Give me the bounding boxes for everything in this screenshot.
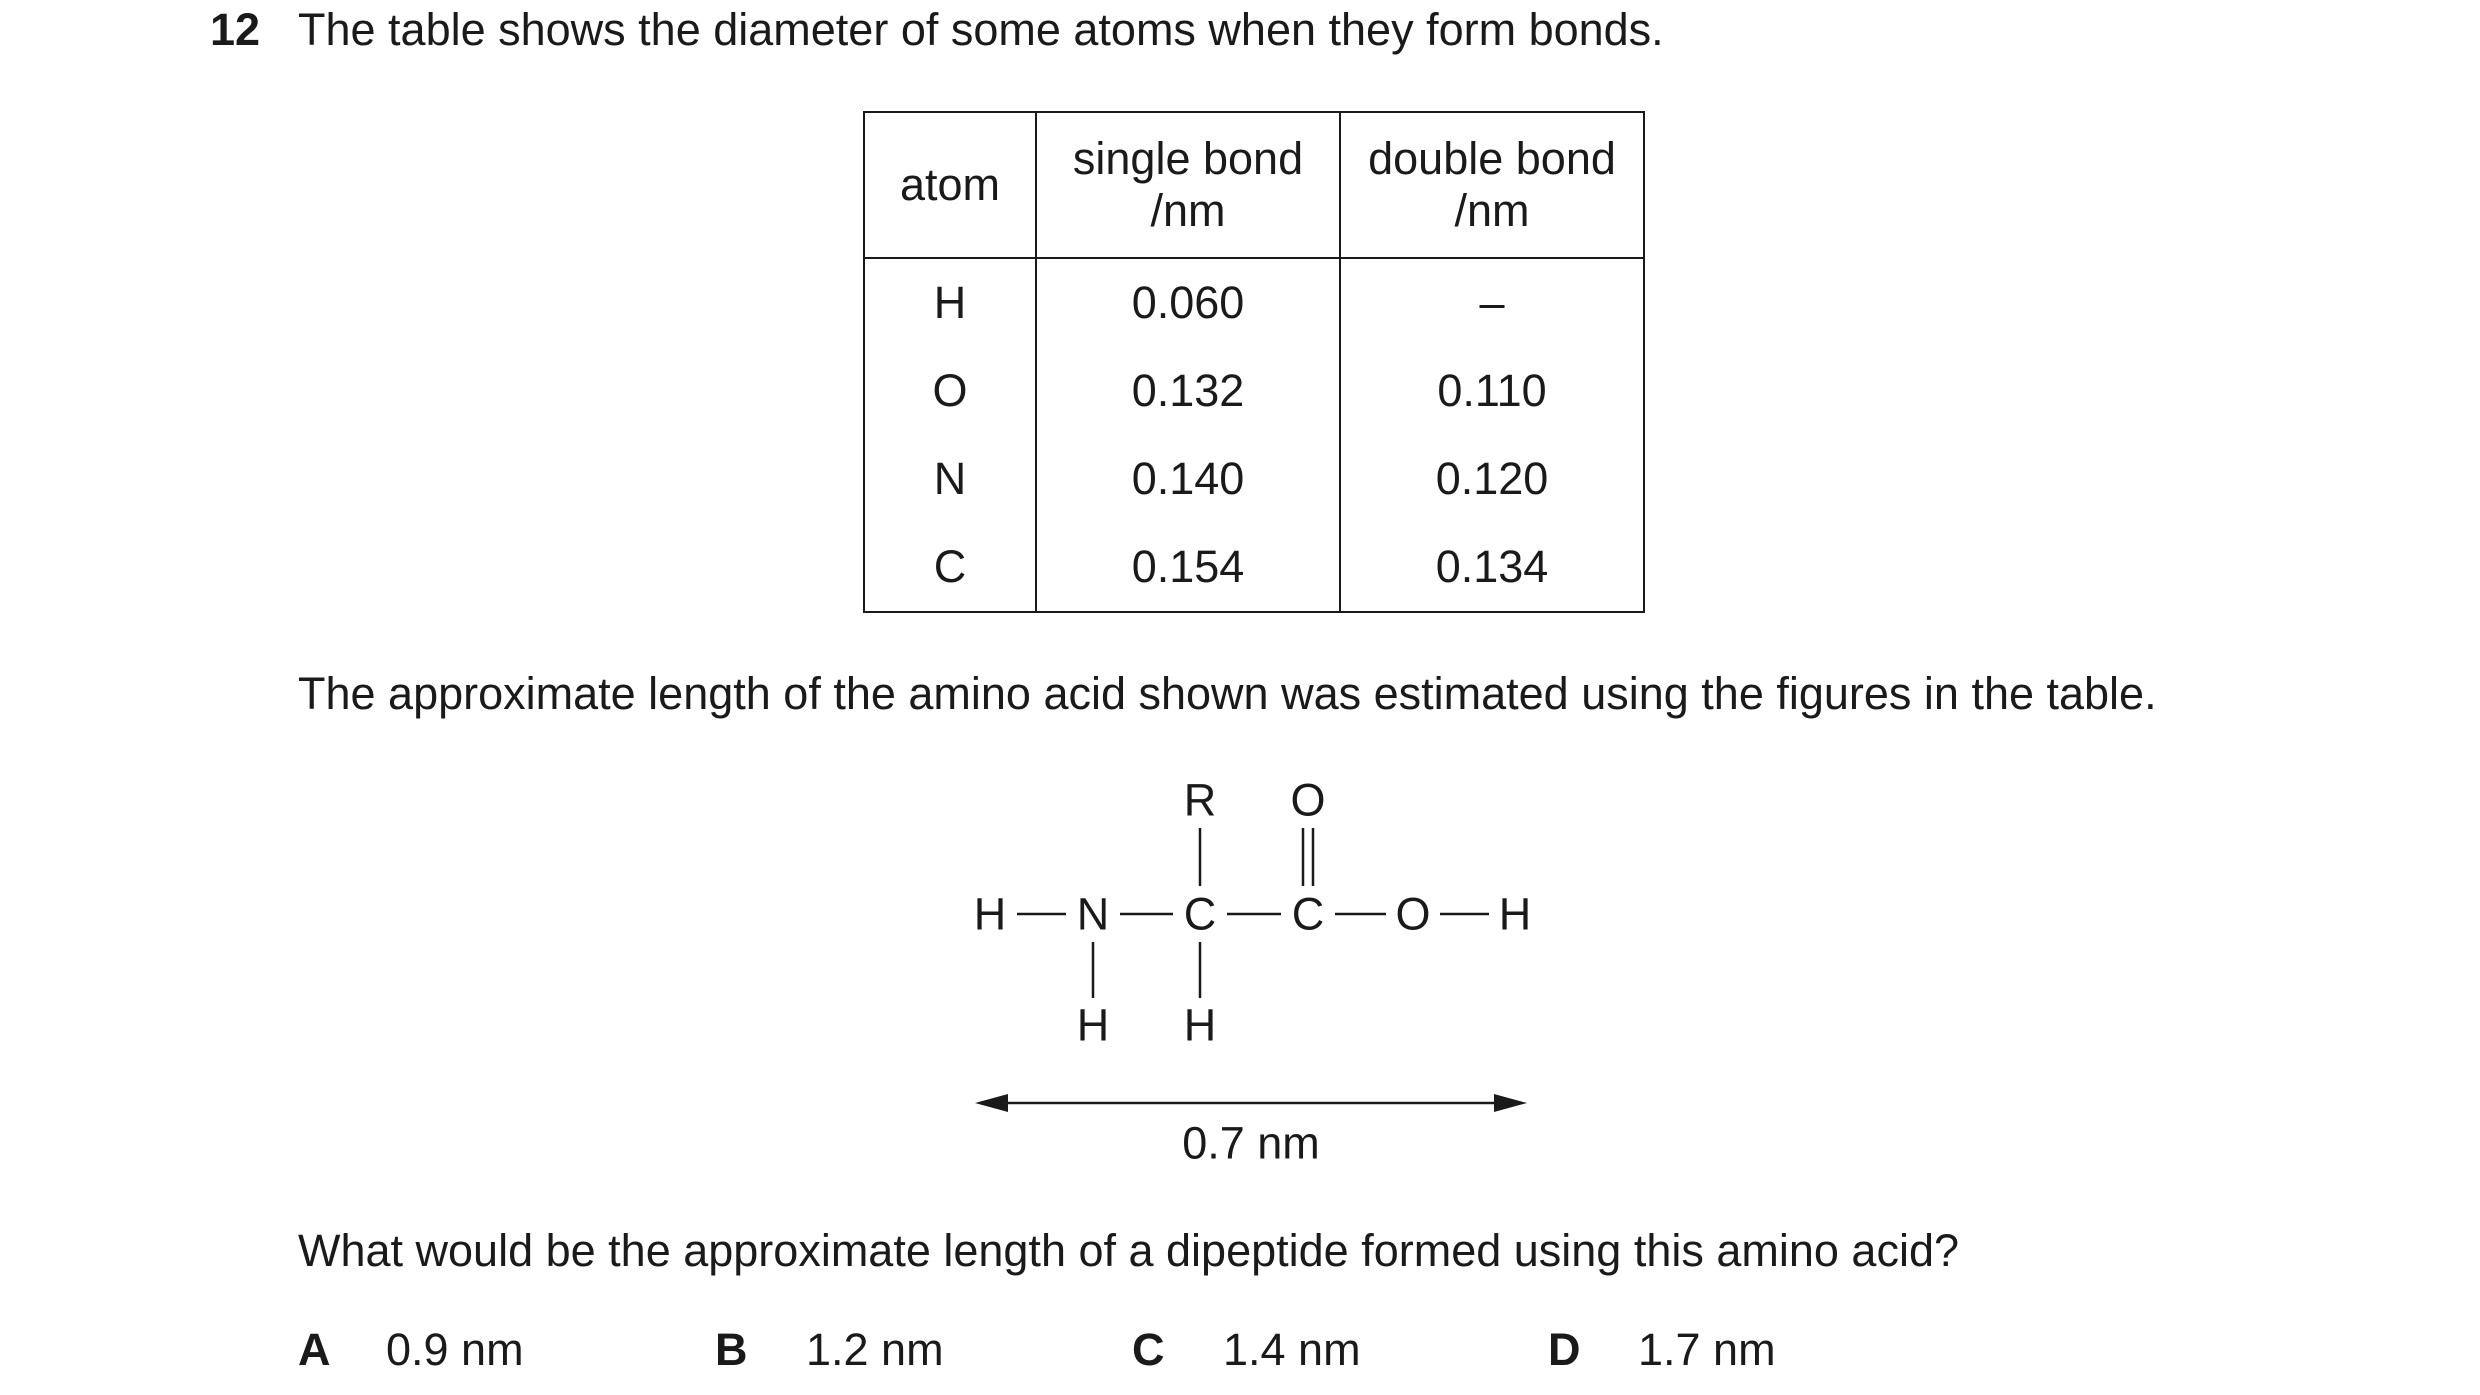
question-prompt: What would be the approximate length of a dipeptide formed using this amino acid?: [298, 1225, 1960, 1276]
option-a-letter[interactable]: A: [298, 1324, 331, 1375]
option-c-letter[interactable]: C: [1132, 1324, 1165, 1375]
cell-double: 0.120: [1340, 435, 1644, 523]
paragraph-text: The approximate length of the amino acid shown was estimated using the figures in the table.: [298, 668, 2157, 719]
option-b-value[interactable]: 1.2 nm: [806, 1324, 944, 1375]
cell-atom: H: [864, 258, 1036, 347]
cell-single: 0.132: [1036, 347, 1340, 435]
header-atom: atom: [864, 112, 1036, 258]
cell-atom: C: [864, 523, 1036, 612]
option-a-value[interactable]: 0.9 nm: [386, 1324, 524, 1375]
atom-h-left: H: [973, 888, 1007, 940]
cell-double: 0.134: [1340, 523, 1644, 612]
cell-atom: O: [864, 347, 1036, 435]
atom-c-carbonyl: C: [1291, 888, 1325, 940]
option-d-value[interactable]: 1.7 nm: [1638, 1324, 1776, 1375]
atom-r-group: R: [1183, 774, 1217, 826]
cell-double: –: [1340, 258, 1644, 347]
option-c-value[interactable]: 1.4 nm: [1223, 1324, 1361, 1375]
arrow-left-head-icon: [975, 1094, 1008, 1112]
option-b-letter[interactable]: B: [715, 1324, 748, 1375]
header-single-bond: single bond /nm: [1036, 112, 1340, 258]
atom-h-on-n: H: [1076, 999, 1110, 1051]
arrow-right-head-icon: [1494, 1094, 1527, 1112]
atom-n: N: [1076, 888, 1110, 940]
length-label: 0.7 nm: [1182, 1117, 1320, 1169]
cell-single: 0.140: [1036, 435, 1340, 523]
cell-double: 0.110: [1340, 347, 1644, 435]
atom-h-on-c: H: [1183, 999, 1217, 1051]
option-d-letter[interactable]: D: [1548, 1324, 1581, 1375]
atom-o-double: O: [1290, 774, 1326, 826]
atom-h-right: H: [1498, 888, 1532, 940]
atom-o-hydroxyl: O: [1395, 888, 1431, 940]
cell-single: 0.060: [1036, 258, 1340, 347]
question-stem: The table shows the diameter of some atoms when they form bonds.: [298, 4, 1664, 55]
cell-single: 0.154: [1036, 523, 1340, 612]
question-number: 12: [210, 4, 261, 55]
header-double-bond: double bond /nm: [1340, 112, 1644, 258]
atom-c-alpha: C: [1183, 888, 1217, 940]
cell-atom: N: [864, 435, 1036, 523]
